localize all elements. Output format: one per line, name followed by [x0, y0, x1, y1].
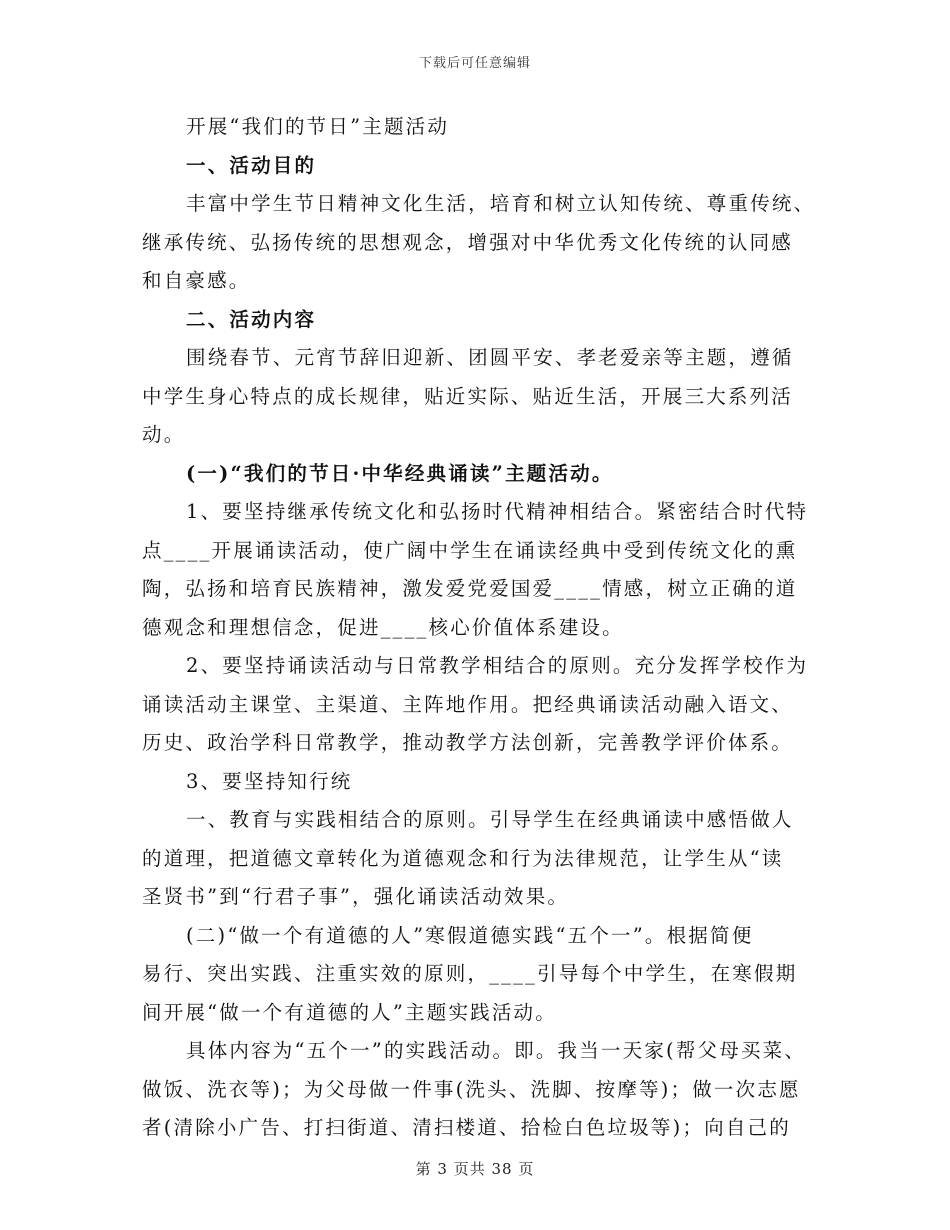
section-heading: 一、活动目的: [186, 153, 317, 177]
text-line: 一、教育与实践相结合的原则。引导学生在经典诵读中感悟做人: [186, 808, 794, 831]
text-line: 具体内容为“五个一”的实践活动。即。我当一天家(帮父母买菜、: [186, 1039, 807, 1062]
text-line: 诵读活动主课堂、主渠道、主阵地作用。把经典诵读活动融入语文、: [142, 692, 794, 716]
document-body: [142, 108, 822, 1148]
section-heading: (一)“我们的节日·中华经典诵读”主题活动。: [186, 461, 614, 485]
text-line: 3、要坚持知行统: [186, 769, 353, 793]
text-line: 的道理，把道德文章转化为道德观念和行为法律规范，让学生从“读: [142, 846, 784, 870]
text-line: 易行、突出实践、注重实效的原则，____引导每个中学生，在寒假期: [142, 962, 798, 985]
text-line: 历史、政治学科日常教学，推动教学方法创新，完善教学评价体系。: [142, 731, 794, 754]
text-line: 者(清除小广告、打扫街道、清扫楼道、拾检白色垃圾等)；向自己的: [142, 1116, 791, 1139]
text-line: 丰富中学生节日精神文化生活，培育和树立认知传统、尊重传统、: [186, 192, 816, 215]
text-line: 间开展“做一个有道德的人”主题实践活动。: [142, 1000, 557, 1024]
text-line: 和自豪感。: [142, 269, 251, 292]
text-line: 开展“我们的节日”主题活动: [186, 115, 450, 138]
text-line: 德观念和理想信念，促进____核心价值体系建设。: [142, 615, 624, 639]
text-line: 继承传统、弘扬传统的思想观念，增强对中华优秀文化传统的认同感: [142, 230, 794, 254]
section-heading: 二、活动内容: [186, 307, 317, 331]
text-line: 圣贤书”到“行君子事”，强化诵读活动效果。: [142, 885, 570, 908]
text-line: 围绕春节、元宵节辞旧迎新、团圆平安、孝老爱亲等主题，遵循: [186, 346, 794, 369]
text-line: 动。: [142, 423, 186, 446]
text-line: 点____开展诵读活动，使广阔中学生在诵读经典中受到传统文化的熏: [142, 538, 798, 562]
text-line: 做饭、洗衣等)；为父母做一件事(洗头、洗脚、按摩等)；做一次志愿: [142, 1077, 801, 1101]
text-line: 中学生身心特点的成长规律，贴近实际、贴近生活，开展三大系列活: [142, 384, 794, 408]
text-line: 陶，弘扬和培育民族精神，激发爱党爱国爱____情感，树立正确的道: [142, 577, 798, 600]
page-header: 下载后可任意编辑: [418, 56, 531, 71]
text-line: (二)“做一个有道德的人”寒假道德实践“五个一”。根据简便: [186, 923, 754, 947]
text-line: 1、要坚持继承传统文化和弘扬时代精神相结合。紧密结合时代特: [186, 500, 809, 523]
text-line: 2、要坚持诵读活动与日常教学相结合的原则。充分发挥学校作为: [186, 654, 809, 677]
page-footer: 第 3 页共 38 页: [415, 1160, 535, 1178]
